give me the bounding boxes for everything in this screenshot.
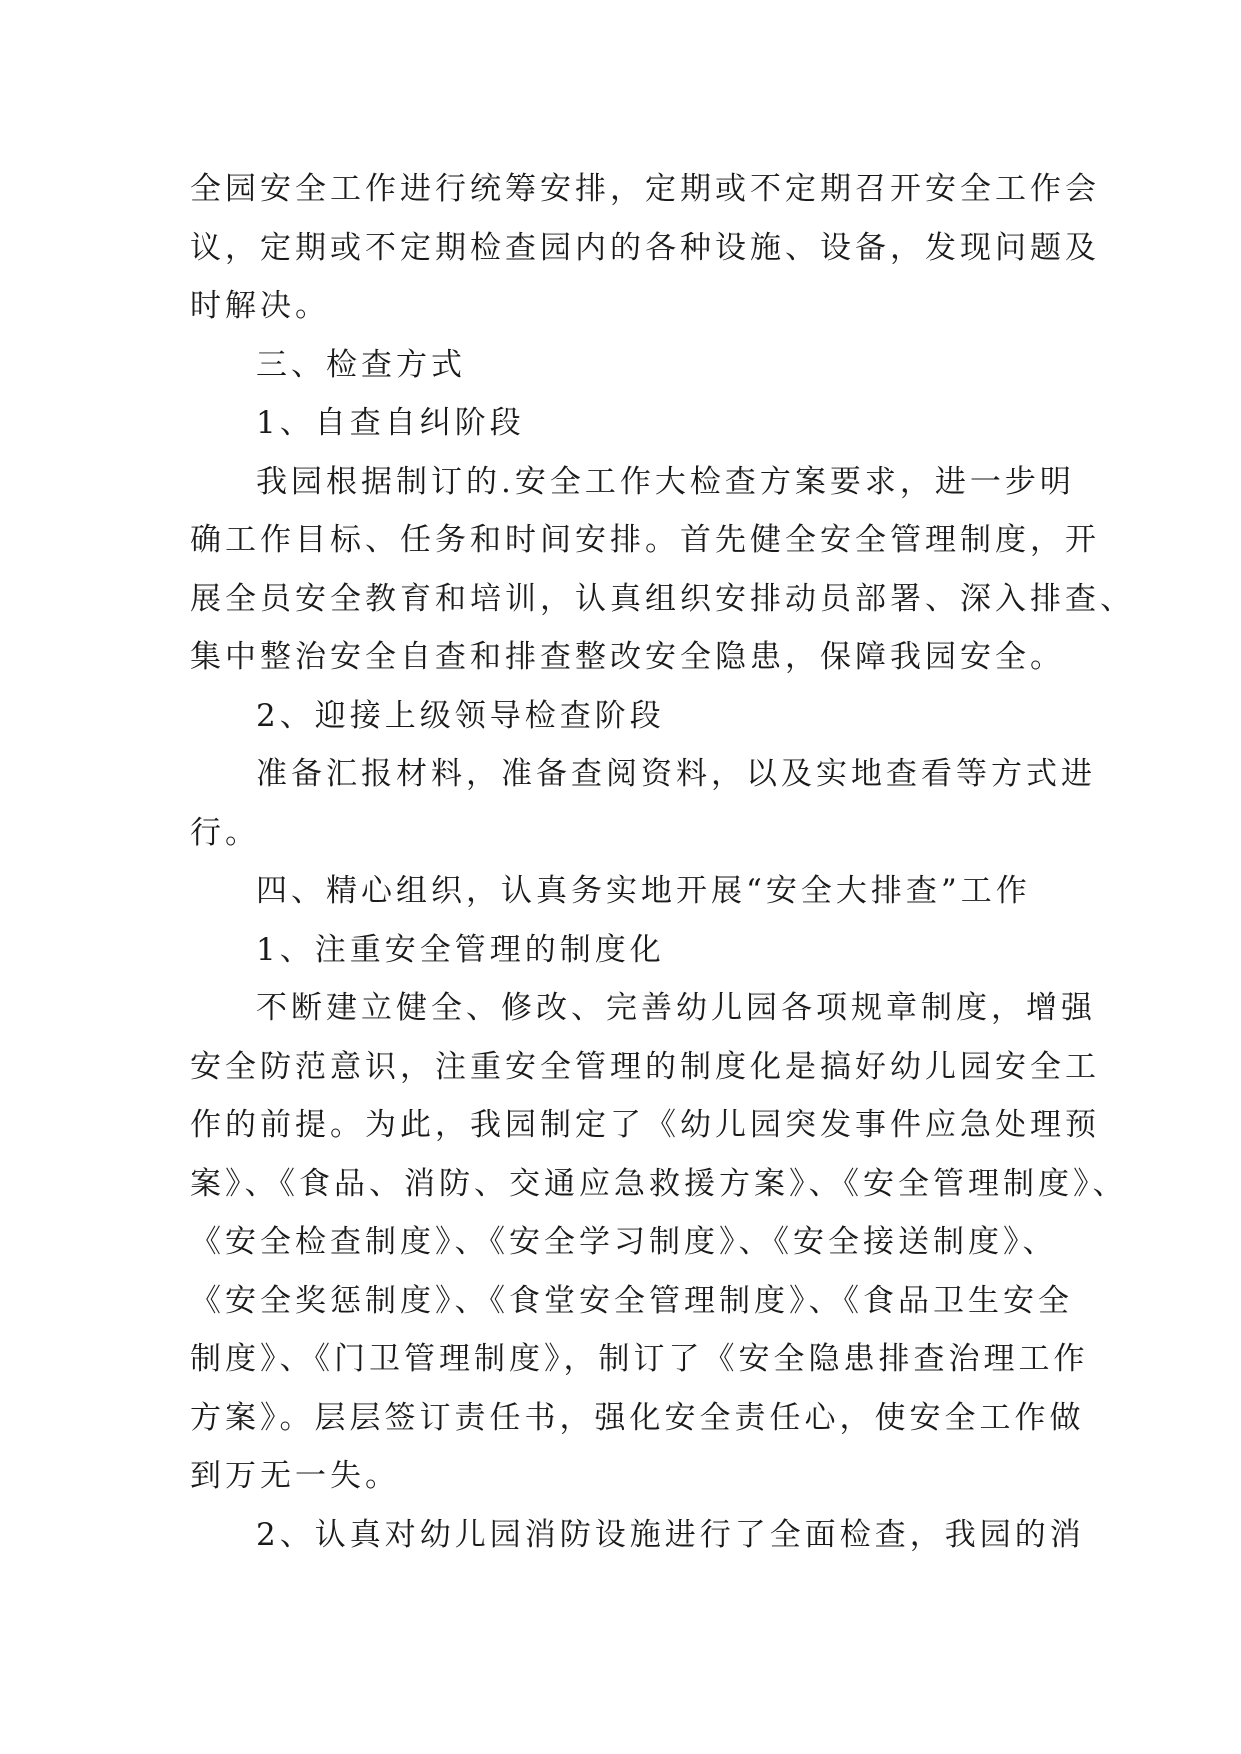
subheading-fire-safety: 2、认真对幼儿园消防设施进行了全面检查，我园的消: [256, 1516, 1085, 1553]
subheading-inspection: 2、迎接上级领导检查阶段: [256, 697, 665, 734]
text-line-8: 展全员安全教育和培训，认真组织安排动员部署、深入排查、: [190, 580, 1135, 617]
text-line-18: 案》、《食品、消防、交通应急救援方案》、《安全管理制度》、: [190, 1165, 1128, 1202]
section-heading-check-method: 三、检查方式: [256, 346, 466, 383]
section-heading-organize: 四、精心组织，认真务实地开展“安全大排查”工作: [256, 873, 1031, 909]
text-line-1: 全园安全工作进行统筹安排，定期或不定期召开安全工作会: [190, 171, 1100, 207]
text-line-2: 议，定期或不定期检查园内的各种设施、设备，发现问题及: [190, 229, 1100, 266]
text-line-19: 《安全检查制度》、《安全学习制度》、《安全接送制度》、: [190, 1224, 1058, 1260]
text-line-15: 不断建立健全、修改、完善幼儿园各项规章制度，增强: [256, 990, 1096, 1026]
text-line-23: 到万无一失。: [190, 1458, 400, 1494]
subheading-self-check: 1、自查自纠阶段: [256, 405, 525, 441]
body-text: [190, 160, 1135, 1564]
text-line-17: 作的前提。为此，我园制定了《幼儿园突发事件应急处理预: [190, 1107, 1100, 1143]
text-line-6: 我园根据制订的.安全工作大检查方案要求，进一步明: [256, 463, 1075, 500]
text-line-9: 集中整治安全自查和排查整改安全隐患，保障我园安全。: [190, 639, 1065, 675]
text-line-7: 确工作目标、任务和时间安排。首先健全安全管理制度，开: [190, 522, 1100, 558]
text-line-3: 时解决。: [190, 288, 330, 324]
text-line-11: 准备汇报材料，准备查阅资料，以及实地查看等方式进: [256, 756, 1096, 792]
text-line-20: 《安全奖惩制度》、《食堂安全管理制度》、《食品卫生安全: [190, 1282, 1073, 1319]
text-line-22: 方案》。层层签订责任书，强化安全责任心，使安全工作做: [190, 1399, 1085, 1436]
subheading-management: 1、注重安全管理的制度化: [256, 931, 665, 968]
text-line-21: 制度》、《门卫管理制度》，制订了《安全隐患排查治理工作: [190, 1341, 1089, 1377]
text-line-16: 安全防范意识，注重安全管理的制度化是搞好幼儿园安全工: [190, 1048, 1100, 1085]
text-line-12: 行。: [190, 814, 260, 851]
